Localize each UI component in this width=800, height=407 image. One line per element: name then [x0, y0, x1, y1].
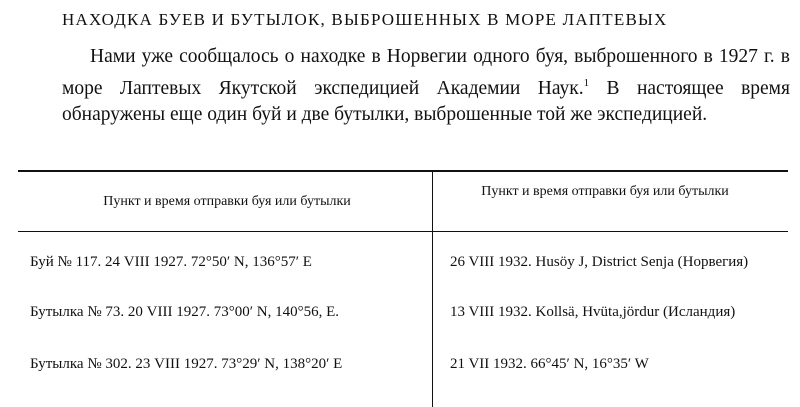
table-row-3-right: 21 VII 1932. 66°45′ N, 16°35′ W [450, 356, 649, 372]
paragraph-text [62, 44, 790, 128]
table-row-2-left: Бутылка № 73. 20 VIII 1927. 73°00′ N, 140°56, E. [30, 304, 339, 320]
table-row-2-right: 13 VIII 1932. Kollsä, Hvüta,jördur (Исландия) [450, 304, 736, 320]
intro-paragraph [62, 44, 790, 128]
table-row-1-left: Буй № 117. 24 VIII 1927. 72°50′ N, 136°57′ E [30, 254, 312, 270]
table-row-3-left: Бутылка № 302. 23 VIII 1927. 73°29′ N, 138°20′ E [30, 356, 343, 372]
table-row-1-right: 26 VIII 1932. Husöy J, District Senja (Норвегия) [450, 254, 749, 270]
table-top-rule [18, 170, 788, 172]
table-header-right: Пункт и время отправки буя или бутылки [481, 184, 729, 199]
table-header-left: Пункт и время отправки буя или бутылки [103, 194, 351, 209]
paragraph-sentence-2: В настоящее время обнаружены еще один буй и две бутылки, выброшенные той же экспедицией. [62, 78, 790, 125]
page-title: НАХОДКА БУЕВ И БУТЫЛОК, ВЫБРОШЕННЫХ В МОРЕ ЛАПТЕВЫХ [62, 10, 668, 29]
table-column-divider [432, 171, 433, 407]
paragraph-sentence-1: Нами уже сообщалось о находке в Норвегии одного буя, выброшенного в 1927 г. в море Лаптевых Якутской экспедицией Академии Наук. [62, 46, 790, 99]
table-header-rule [18, 231, 788, 232]
footnote-mark: 1 [583, 77, 590, 89]
